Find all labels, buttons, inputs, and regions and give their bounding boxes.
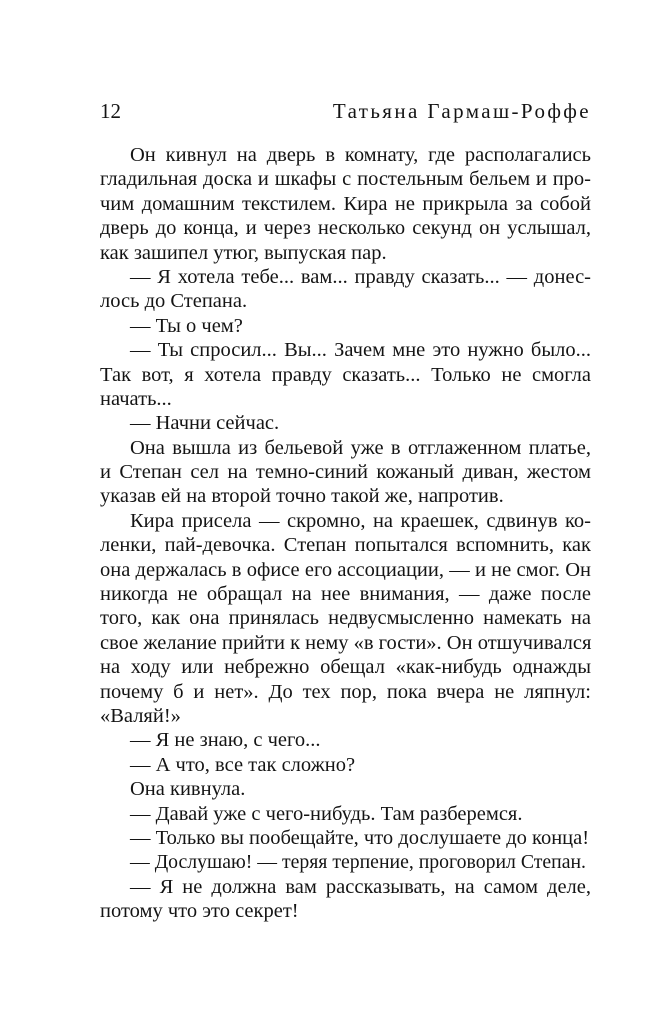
text-line: лось до Степана.	[100, 290, 248, 313]
text-line: на ходу или небрежно обещал «как-нибудь однажды	[100, 656, 591, 679]
text-line: почему б и нет». До тех пор, пока вчера не ляпнул:	[100, 680, 591, 703]
text-line: — Я не знаю, с чего...	[130, 729, 321, 752]
text-line: — Ты спросил... Вы... Зачем мне это нужно было...	[130, 339, 591, 362]
text-line: Он кивнул на дверь в комнату, где располагались	[130, 144, 591, 166]
text-line: Так вот, я хотела правду сказать... Только не смогла	[100, 363, 591, 386]
text-line: как зашипел утюг, выпуская пар.	[100, 241, 387, 264]
body-text	[100, 143, 591, 924]
text-line: «Валяй!»	[100, 704, 181, 727]
text-line: начать...	[100, 387, 172, 410]
text-line: дверь до конца, и через несколько секунд он услышал,	[100, 217, 591, 240]
text-line: она держалась в офисе его ассоциации, — и не смог. Он	[100, 558, 591, 581]
text-line: и Степан сел на темно-синий кожаный диван, жестом	[100, 461, 591, 484]
text-line: — Я хотела тебе... вам... правду сказать... — донес-	[130, 265, 591, 288]
text-line: — Начни сейчас.	[130, 412, 280, 435]
text-line: Она вышла из бельевой уже в отглаженном платье,	[130, 436, 591, 459]
text-line: — Ты о чем?	[130, 314, 243, 337]
text-line: того, как она принялась недвусмысленно намекать на	[100, 607, 591, 630]
text-line: потому что это секрет!	[100, 900, 299, 923]
text-line: — А что, все так сложно?	[130, 753, 356, 776]
text-line: Она кивнула.	[130, 778, 246, 801]
text-line: — Давай уже с чего-нибудь. Там разберемся.	[130, 802, 523, 825]
text-line: свое желание прийти к нему «в гости». Он отшучивался	[100, 631, 592, 654]
running-header	[100, 98, 591, 124]
page-number: 12	[100, 99, 121, 123]
text-line: указав ей на второй точно такой же, напротив.	[100, 485, 504, 508]
text-line: ленки, пай-девочка. Степан попытался вспомнить, как	[100, 534, 591, 557]
running-head-author: Татьяна Гармаш-Роффе	[332, 99, 591, 123]
text-line: — Только вы пообещайте, что дослушаете до конца!	[130, 826, 590, 849]
text-line: — Я не должна вам рассказывать, на самом деле,	[130, 875, 591, 898]
text-line: никогда не обращал на нее внимания, — даже после	[100, 583, 591, 606]
text-line: чим домашним текстилем. Кира не прикрыла за собой	[100, 192, 591, 215]
text-line: — Дослушаю! — теряя терпение, проговорил Степан.	[130, 851, 586, 874]
text-line: Кира присела — скромно, на краешек, сдвинув ко-	[130, 509, 591, 532]
text-line: гладильная доска и шкафы с постельным бельем и про-	[100, 168, 591, 191]
